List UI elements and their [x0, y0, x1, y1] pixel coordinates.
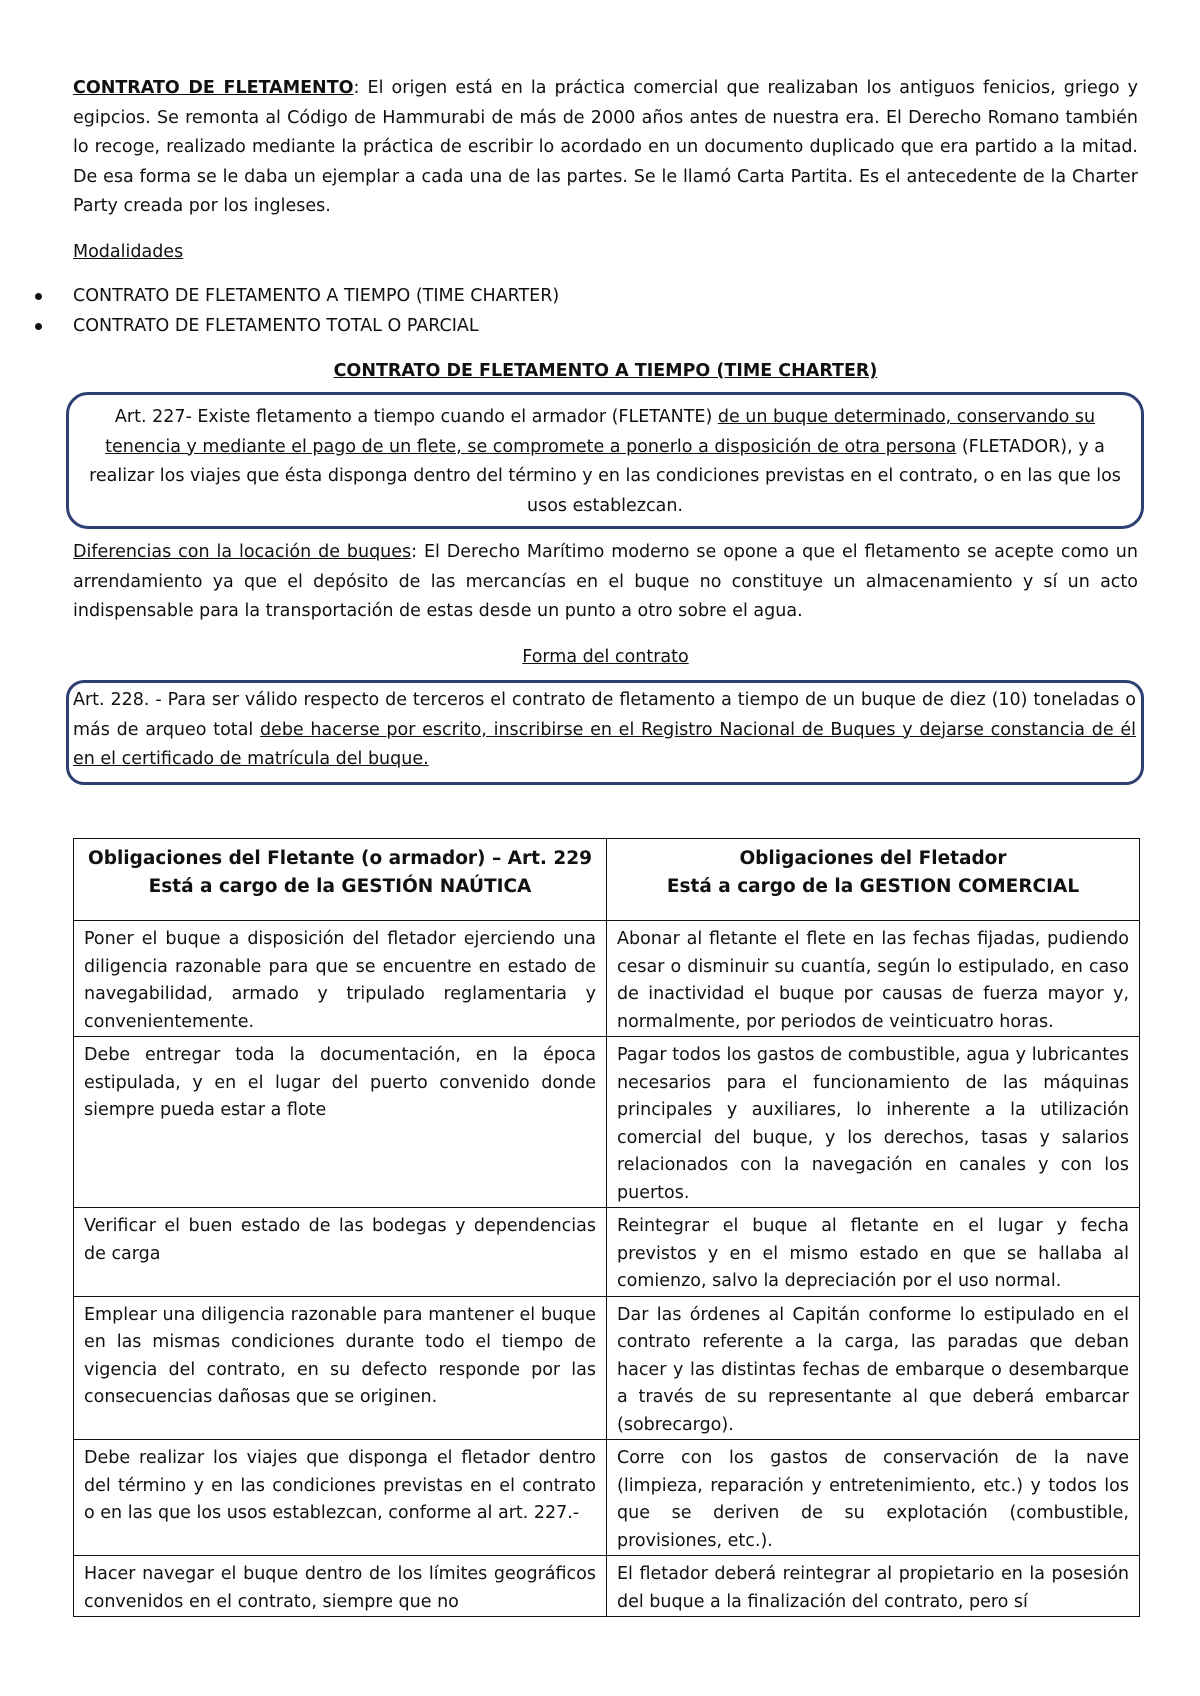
table-row [74, 921, 1140, 1037]
header-fletante-line2: Está a cargo de la GESTIÓN NAÚTICA [148, 876, 532, 897]
header-fletador-line1: Obligaciones del Fletador [739, 848, 1007, 869]
table-cell-fletador-text: El fletador deberá reintegrar al propietario en la posesión del buque a la finalización del contrato, pero sí [617, 1564, 1129, 1612]
art228-part1: Art. 228. - Para ser válido respecto de terceros el contrato de fletamento a tiempo de un buque de diez (10) toneladas o más de arqueo total [73, 690, 1136, 740]
header-fletador [607, 839, 1140, 921]
art227-underlined: de un buque determinado, conservando su tenencia y mediante el pago de un flete, se compromete a ponerlo a disposición de otra persona [105, 407, 1096, 457]
modalidades-title: Modalidades [73, 242, 184, 262]
table-cell-fletante: Debe realizar los viajes que disponga el fletador dentro del término y en las condiciones previstas en el contrato o en las que los usos establezcan, conforme al art. 227.- [74, 1440, 607, 1556]
table-header-row [74, 839, 1140, 921]
table-cell-fletante: Poner el buque a disposición del fletador ejerciendo una diligencia razonable para que se encuentre en estado de navegabilidad, armado y tripulado reglamentaria y convenientemente. [74, 921, 607, 1037]
header-fletante [74, 839, 607, 921]
diferencias-label: Diferencias con la locación de buques [73, 542, 412, 562]
diferencias-text: : El Derecho Marítimo moderno se opone a que el fletamento se acepte como un arrendamiento ya que el depósito de las mercancías en el buque no constituye un almacenamiento y sí un acto indispensable para la transportación de estas desde un punto a otro sobre el agua. [73, 542, 1138, 621]
art227-text [80, 403, 1130, 521]
diferencias-paragraph [73, 538, 1138, 627]
table-row [74, 1440, 1140, 1556]
table-row [74, 1037, 1140, 1208]
header-fletante-line1: Obligaciones del Fletante (o armador) – Art. 229 [88, 848, 592, 869]
art228-text [73, 686, 1136, 775]
table-cell-fletante: Verificar el buen estado de las bodegas y dependencias de carga [74, 1208, 607, 1297]
table-cell-fletante [74, 1556, 607, 1617]
table-cell-fletador: Pagar todos los gastos de combustible, agua y lubricantes necesarios para el funcionamiento de las máquinas principales y auxiliares, lo inherente a la utilización comercial del buque, y los derechos, tasas y salarios relacionados con la navegación en canales y con los puertos. [607, 1037, 1140, 1208]
art227-part1: Art. 227- Existe fletamento a tiempo cuando el armador (FLETANTE) [114, 407, 718, 427]
table-row [74, 1556, 1140, 1617]
list-item: CONTRATO DE FLETAMENTO A TIEMPO (TIME CHARTER) [35, 282, 559, 312]
header-fletador-line2: Está a cargo de la GESTION COMERCIAL [666, 876, 1080, 897]
intro-heading: CONTRATO DE FLETAMENTO [73, 78, 354, 98]
forma-title: Forma del contrato [522, 647, 689, 667]
table-cell-fletante: Debe entregar toda la documentación, en la época estipulada, y en el lugar del puerto convenido donde siempre pueda estar a flote [74, 1037, 607, 1208]
obligations-table [73, 838, 1140, 1617]
list-item: CONTRATO DE FLETAMENTO TOTAL O PARCIAL [35, 312, 559, 342]
art228-underlined: debe hacerse por escrito, inscribirse en el Registro Nacional de Buques y dejarse constancia de él en el certificado de matrícula del buque. [73, 719, 1136, 769]
table-row [74, 1208, 1140, 1297]
intro-paragraph [73, 74, 1138, 222]
table-cell-fletante-text: Hacer navegar el buque dentro de los límites geográficos convenidos en el contrato, siempre que no [84, 1564, 596, 1612]
modalidades-list [35, 282, 559, 341]
table-cell-fletador: Corre con los gastos de conservación de la nave (limpieza, reparación y entretenimiento, etc.) y todos los que se deriven de su explotación (combustible, provisiones, etc.). [607, 1440, 1140, 1556]
art227-part2: (FLETADOR), y a realizar los viajes que ésta disponga dentro del término y en las condiciones previstas en el contrato, o en las que los usos establezcan. [89, 436, 1121, 516]
table-cell-fletante: Emplear una diligencia razonable para mantener el buque en las mismas condiciones durante todo el tiempo de vigencia del contrato, en su defecto responde por las consecuencias dañosas que se originen. [74, 1296, 607, 1440]
table-cell-fletador: Reintegrar el buque al fletante en el lugar y fecha previstos y en el mismo estado en que se hallaba al comienzo, salvo la depreciación por el uso normal. [607, 1208, 1140, 1297]
table-cell-fletador [607, 1556, 1140, 1617]
table-cell-fletador: Abonar al fletante el flete en las fechas fijadas, pudiendo cesar o disminuir su cuantía, según lo estipulado, en caso de inactividad el buque por causas de fuerza mayor y, normalmente, por periodos de veinticuatro horas. [607, 921, 1140, 1037]
table-cell-fletador: Dar las órdenes al Capitán conforme lo estipulado en el contrato referente a la carga, las paradas que deban hacer y las distintas fechas de embarque o desembarque a través de su representante al que deberá embarcar (sobrecargo). [607, 1296, 1140, 1440]
table-row [74, 1296, 1140, 1440]
intro-text: : El origen está en la práctica comercial que realizaban los antiguos fenicios, griego y egipcios. Se remonta al Código de Hammurabi de más de 2000 años antes de nuestra era. El Derecho Romano también lo recoge, realizado mediante la práctica de escribir lo acordado en un documento duplicado que era partido a la mitad. De esa forma se le daba un ejemplar a cada una de las partes. Se le llamó Carta Partita. Es el antecedente de la Charter Party creada por los ingleses. [73, 78, 1138, 216]
section-title: CONTRATO DE FLETAMENTO A TIEMPO (TIME CHARTER) [333, 361, 878, 381]
